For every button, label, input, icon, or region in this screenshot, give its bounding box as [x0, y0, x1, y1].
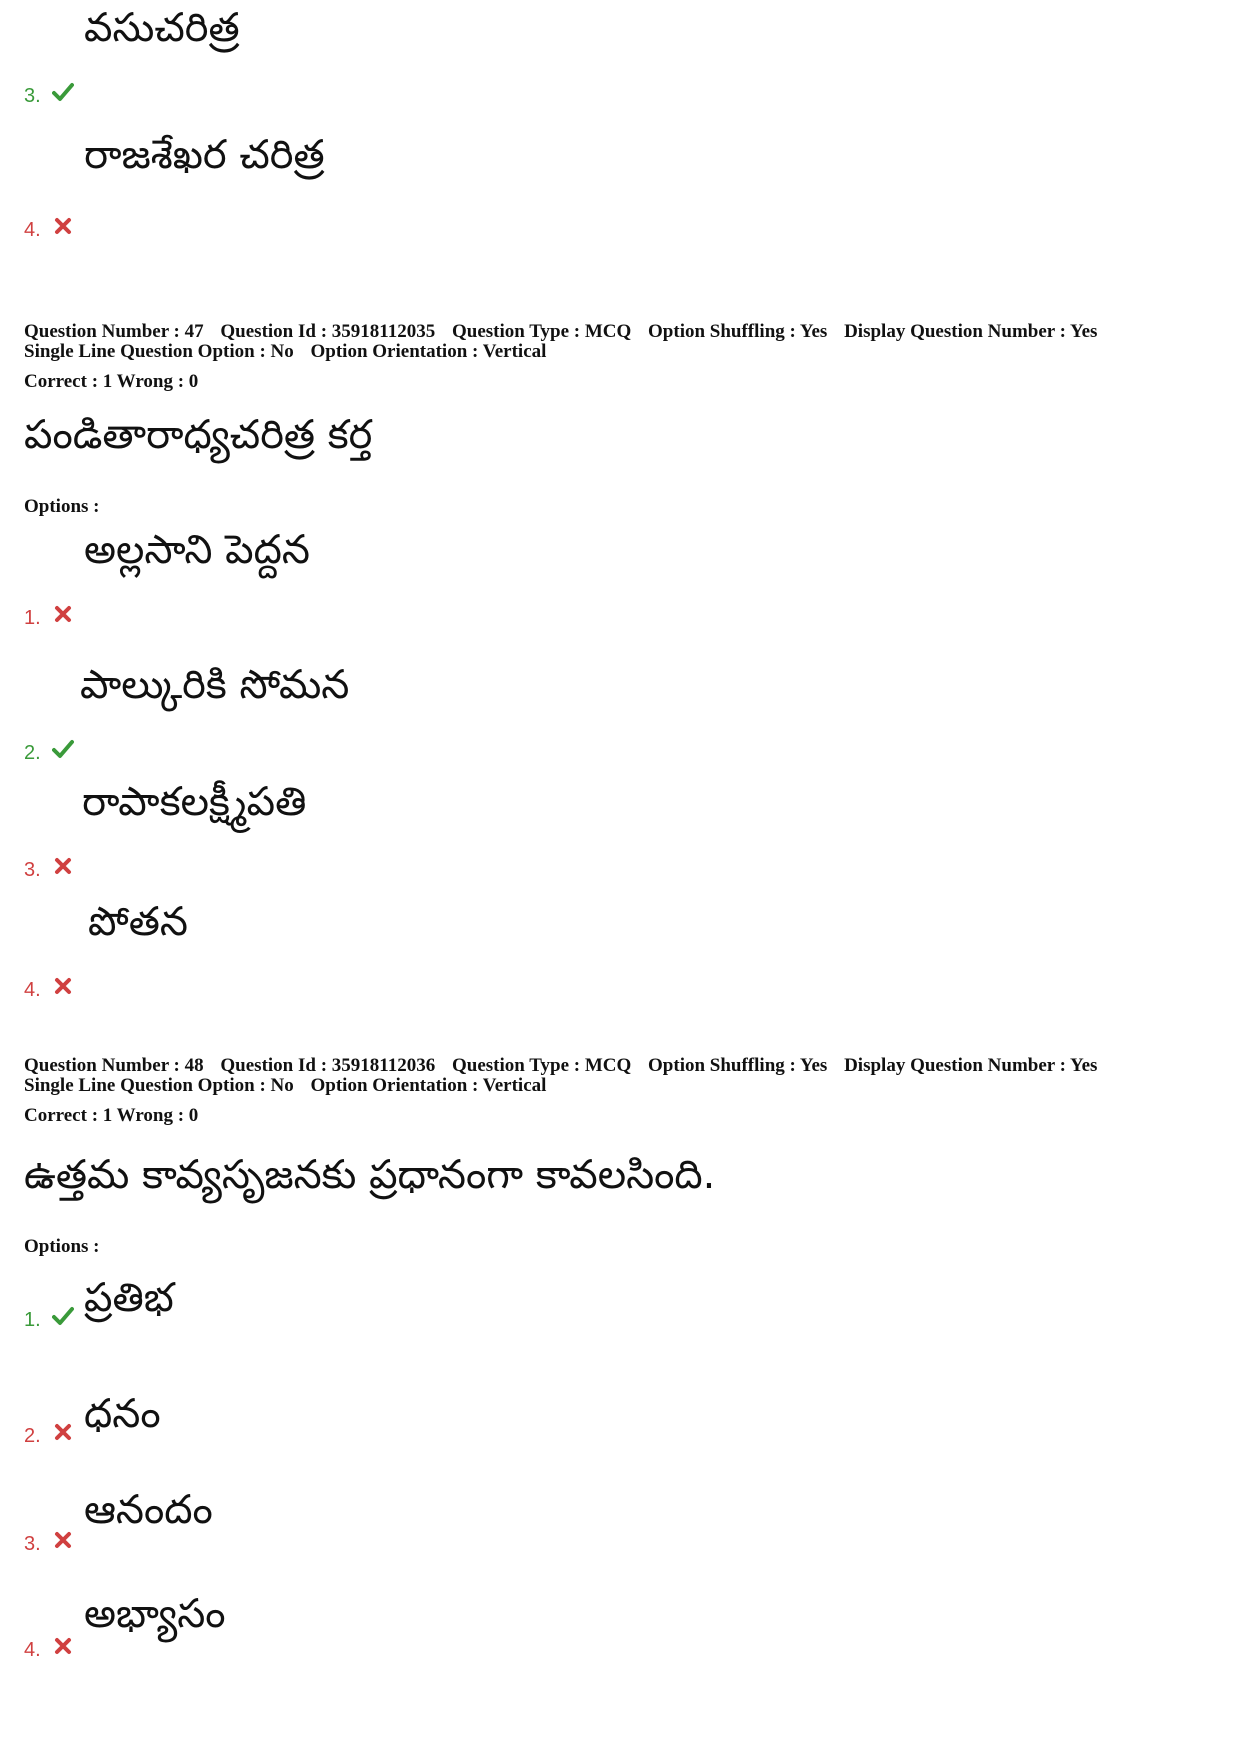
- option-shuffling: Option Shuffling : Yes: [648, 1055, 828, 1076]
- option-number: 1.: [24, 607, 41, 629]
- q47-options-label: Options :: [24, 496, 100, 517]
- q48-option-1: [0, 1222, 1240, 1332]
- q48-option-4: [0, 1552, 1240, 1662]
- option-text: ప్రతిభ: [84, 1275, 174, 1321]
- q47-question-text: పండితారాధ్యచరిత్ర కర్త: [24, 412, 373, 458]
- question-id: Question Id : 35918112035: [220, 321, 436, 342]
- q47-option-3: [0, 772, 1240, 882]
- q48-question-text: ఉత్తమ కావ్యసృజనకు ప్రధానంగా కావలసింది.: [24, 1152, 716, 1198]
- check-icon: [52, 82, 74, 102]
- option-number: 4.: [24, 219, 41, 241]
- q47-option-4: [0, 892, 1240, 1002]
- display-question-number: Display Question Number : Yes: [844, 321, 1098, 342]
- option-text: అల్లసాని పెద్దన: [84, 527, 310, 573]
- option-text: ఆనందం: [84, 1487, 213, 1533]
- option-number: 1.: [24, 1309, 41, 1331]
- prev-option-4: [0, 132, 1240, 242]
- cross-icon: [52, 1530, 74, 1550]
- q47-meta-line-2: [24, 342, 546, 362]
- question-number: Question Number : 47: [24, 321, 204, 342]
- option-text: పాల్కురికి సోమన: [80, 662, 350, 708]
- question-number: Question Number : 48: [24, 1055, 204, 1076]
- cross-icon: [52, 976, 74, 996]
- q48-meta-line-2: [24, 1076, 546, 1096]
- check-icon: [52, 739, 74, 759]
- option-orientation: Option Orientation : Vertical: [310, 341, 547, 362]
- q48-options-label: Options :: [24, 1236, 100, 1257]
- q47-option-1: [0, 520, 1240, 630]
- question-type: Question Type : MCQ: [451, 321, 632, 342]
- option-text: రాజశేఖర చరిత్ర: [84, 132, 325, 178]
- question-type: Question Type : MCQ: [451, 1055, 632, 1076]
- option-number: 2.: [24, 742, 41, 764]
- q48-option-3: [0, 1446, 1240, 1556]
- cross-icon: [52, 1636, 74, 1656]
- q47-option-2: [0, 655, 1240, 765]
- option-shuffling: Option Shuffling : Yes: [648, 321, 828, 342]
- option-number: 2.: [24, 1425, 41, 1447]
- single-line-option: Single Line Question Option : No: [24, 341, 294, 362]
- cross-icon: [52, 856, 74, 876]
- q48-score: Correct : 1 Wrong : 0: [24, 1105, 199, 1126]
- option-number: 3.: [24, 859, 41, 881]
- question-id: Question Id : 35918112036: [220, 1055, 436, 1076]
- option-number: 4.: [24, 979, 41, 1001]
- option-number: 3.: [24, 1533, 41, 1555]
- option-orientation: Option Orientation : Vertical: [310, 1075, 547, 1096]
- option-text: పోతన: [88, 899, 188, 945]
- display-question-number: Display Question Number : Yes: [844, 1055, 1098, 1076]
- cross-icon: [52, 1422, 74, 1442]
- q47-score: Correct : 1 Wrong : 0: [24, 371, 199, 392]
- check-icon: [52, 1306, 74, 1326]
- cross-icon: [52, 216, 74, 236]
- option-text: వసుచరిత్ర: [84, 5, 240, 51]
- q47-meta-line-1: [24, 322, 1097, 342]
- option-text: ధనం: [84, 1391, 161, 1437]
- single-line-option: Single Line Question Option : No: [24, 1075, 294, 1096]
- q48-option-2: [0, 1338, 1240, 1448]
- option-number: 4.: [24, 1639, 41, 1661]
- q48-meta-line-1: [24, 1056, 1097, 1076]
- option-text: రాపాకలక్ష్మీపతి: [82, 779, 307, 825]
- option-text: అభ్యాసం: [84, 1591, 226, 1637]
- cross-icon: [52, 604, 74, 624]
- prev-option-3: [0, 0, 1240, 108]
- option-number: 3.: [24, 85, 41, 107]
